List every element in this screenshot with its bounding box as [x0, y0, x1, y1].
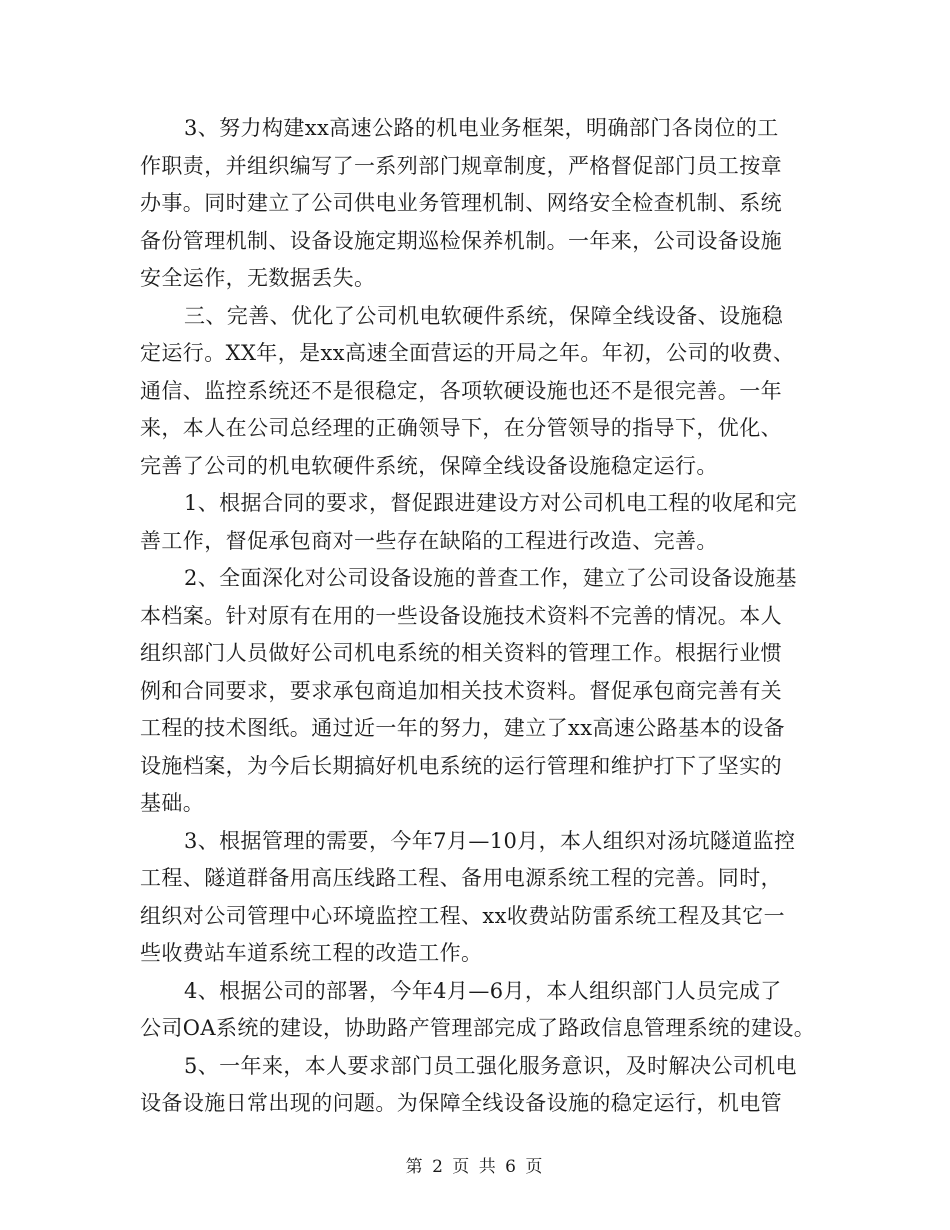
text-line: 4、根据公司的部署，今年4月—6月，本人组织部门人员完成了 — [184, 978, 782, 1003]
text-line: 3、根据管理的需要，今年7月—10月，本人组织对汤坑隧道监控 — [184, 828, 796, 853]
text-line: 工程、隧道群备用高压线路工程、备用电源系统工程的完善。同时， — [140, 866, 782, 890]
text-line: 办事。同时建立了公司供电业务管理机制、网络安全检查机制、系统 — [140, 191, 782, 215]
text-line: 工程的技术图纸。通过近一年的努力，建立了xx高速公路基本的设备 — [140, 716, 786, 740]
text-line: 基础。 — [140, 791, 205, 815]
text-line: 3、努力构建xx高速公路的机电业务框架，明确部门各岗位的工 — [184, 116, 779, 140]
text-line: 1、根据合同的要求，督促跟进建设方对公司机电工程的收尾和完 — [184, 491, 797, 515]
document-body — [140, 110, 816, 1123]
text-line: 定运行。XX年，是xx高速全面营运的开局之年。年初，公司的收费、 — [140, 341, 795, 365]
text-line: 公司OA系统的建设，协助路产管理部完成了路政信息管理系统的建设。 — [140, 1016, 816, 1040]
text-line: 安全运作，无数据丢失。 — [140, 266, 376, 290]
text-line: 些收费站车道系统工程的改造工作。 — [140, 941, 483, 965]
text-line: 作职责，并组织编写了一系列部门规章制度，严格督促部门员工按章 — [140, 153, 782, 178]
text-line: 5、一年来，本人要求部门员工强化服务意识，及时解决公司机电 — [184, 1053, 797, 1078]
text-line: 设备设施日常出现的问题。为保障全线设备设施的稳定运行，机电管 — [140, 1091, 782, 1115]
text-line: 组织部门人员做好公司机电系统的相关资料的管理工作。根据行业惯 — [140, 641, 782, 665]
text-line: 善工作，督促承包商对一些存在缺陷的工程进行改造、完善。 — [140, 528, 718, 553]
text-line: 完善了公司的机电软硬件系统，保障全线设备设施稳定运行。 — [140, 453, 718, 478]
page-number-footer: 第 2 页 共 6 页 — [405, 1157, 545, 1177]
text-line: 设施档案，为今后长期搞好机电系统的运行管理和维护打下了坚实的 — [140, 753, 782, 778]
text-line: 本档案。针对原有在用的一些设备设施技术资料不完善的情况。本人 — [140, 603, 782, 628]
text-line: 来，本人在公司总经理的正确领导下，在分管领导的指导下，优化、 — [140, 416, 782, 440]
text-line: 三、完善、优化了公司机电软硬件系统，保障全线设备、设施稳 — [184, 303, 784, 328]
text-line: 例和合同要求，要求承包商追加相关技术资料。督促承包商完善有关 — [140, 678, 782, 703]
text-line: 通信、监控系统还不是很稳定，各项软硬设施也还不是很完善。一年 — [140, 378, 782, 403]
text-line: 2、全面深化对公司设备设施的普查工作，建立了公司设备设施基 — [184, 566, 797, 590]
text-line: 组织对公司管理中心环境监控工程、xx收费站防雷系统工程及其它一 — [140, 903, 786, 928]
text-line: 备份管理机制、设备设施定期巡检保养机制。一年来，公司设备设施 — [140, 228, 782, 253]
